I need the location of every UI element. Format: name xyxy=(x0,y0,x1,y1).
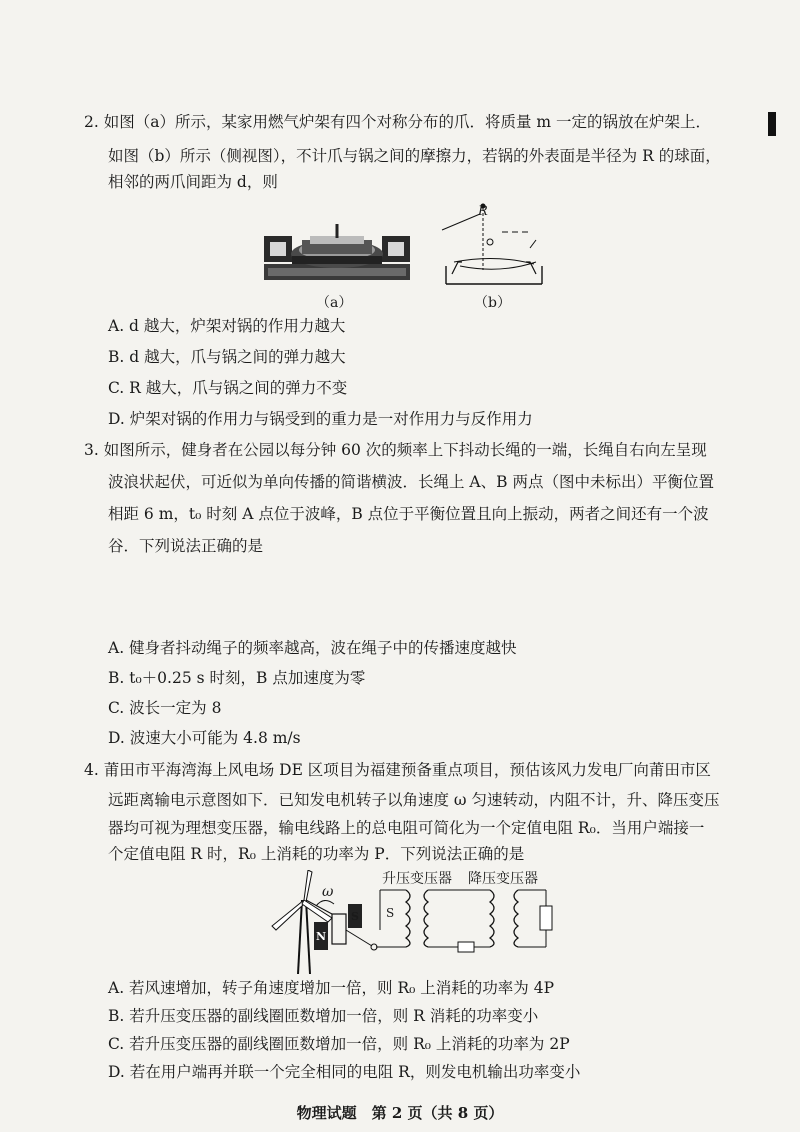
q4-stem-line-4: 个定值电阻 R 时，R₀ 上消耗的功率为 P．下列说法正确的是 xyxy=(108,845,525,863)
q4-option-c: C. 若升压变压器的副线圈匝数增加一倍，则 R₀ 上消耗的功率为 2P xyxy=(108,1035,570,1053)
label-magnet-s-1: S xyxy=(351,910,359,923)
q3-stem-line-2: 波浪状起伏，可近似为单向传播的简谐横波．长绳上 A、B 两点（图中未标出）平衡位置 xyxy=(108,473,714,491)
q2-option-a: A. d 越大，炉架对锅的作用力越大 xyxy=(108,317,346,335)
q3-option-a: A. 健身者抖动绳子的频率越高，波在绳子中的传播速度越快 xyxy=(108,639,517,657)
figure-b-label: （b） xyxy=(474,295,511,311)
figure-a-stove xyxy=(262,216,412,286)
q3-stem-line-3: 相距 6 m，t₀ 时刻 A 点位于波峰，B 点位于平衡位置且向上振动，两者之间还有一个波 xyxy=(108,505,709,523)
scan-mark xyxy=(768,112,776,136)
label-switch-s: S xyxy=(386,906,395,920)
q2-option-d: D. 炉架对锅的作用力与锅受到的重力是一对作用力与反作用力 xyxy=(108,410,533,428)
label-step-down-transformer: 降压变压器 xyxy=(468,871,538,887)
q3-option-b: B. t₀＋0.25 s 时刻，B 点加速度为零 xyxy=(108,669,366,687)
q4-option-b: B. 若升压变压器的副线圈匝数增加一倍，则 R 消耗的功率变小 xyxy=(108,1007,539,1025)
q3-stem-line-1: 3. 如图所示，健身者在公园以每分钟 60 次的频率上下抖动长绳的一端，长绳自右向左呈现 xyxy=(84,441,707,459)
page-footer: 物理试题 第 2 页（共 8 页） xyxy=(296,1104,504,1122)
q4-stem-line-1: 4. 莆田市平海湾海上风电场 DE 区项目为福建预备重点项目，预估该风力发电厂向莆田市区 xyxy=(84,761,711,779)
figure-b-letter-r: R xyxy=(478,204,488,219)
q2-stem-line-1: 2. 如图（a）所示，某家用燃气炉架有四个对称分布的爪．将质量 m 一定的锅放在炉架上． xyxy=(84,113,712,131)
q4-stem-line-3: 器均可视为理想变压器，输电线路上的总电阻可简化为一个定值电阻 R₀．当用户端接一 xyxy=(108,819,705,837)
q4-stem-line-2: 远距离输电示意图如下．已知发电机转子以角速度 ω 匀速转动，内阻不计，升、降压变压 xyxy=(108,791,720,809)
transmission-diagram xyxy=(262,870,562,976)
q2-stem-line-2: 如图（b）所示（侧视图），不计爪与锅之间的摩擦力，若锅的外表面是半径为 R 的球面， xyxy=(108,147,721,165)
label-step-up-transformer: 升压变压器 xyxy=(382,871,452,887)
q2-option-b: B. d 越大，爪与锅之间的弹力越大 xyxy=(108,348,346,366)
q2-stem-line-3: 相邻的两爪间距为 d，则 xyxy=(108,173,278,191)
q3-option-c: C. 波长一定为 8 xyxy=(108,699,222,717)
label-omega: ω xyxy=(322,884,334,900)
label-magnet-n: N xyxy=(316,930,327,943)
q2-option-c: C. R 越大，爪与锅之间的弹力不变 xyxy=(108,379,348,397)
q3-stem-line-4: 谷．下列说法正确的是 xyxy=(108,537,264,555)
q3-option-d: D. 波速大小可能为 4.8 m/s xyxy=(108,729,301,747)
q4-option-a: A. 若风速增加，转子角速度增加一倍，则 R₀ 上消耗的功率为 4P xyxy=(108,979,555,997)
q4-option-d: D. 若在用户端再并联一个完全相同的电阻 R，则发电机输出功率变小 xyxy=(108,1063,581,1081)
figure-b-sideview xyxy=(440,200,550,290)
figure-a-label: （a） xyxy=(316,295,353,311)
